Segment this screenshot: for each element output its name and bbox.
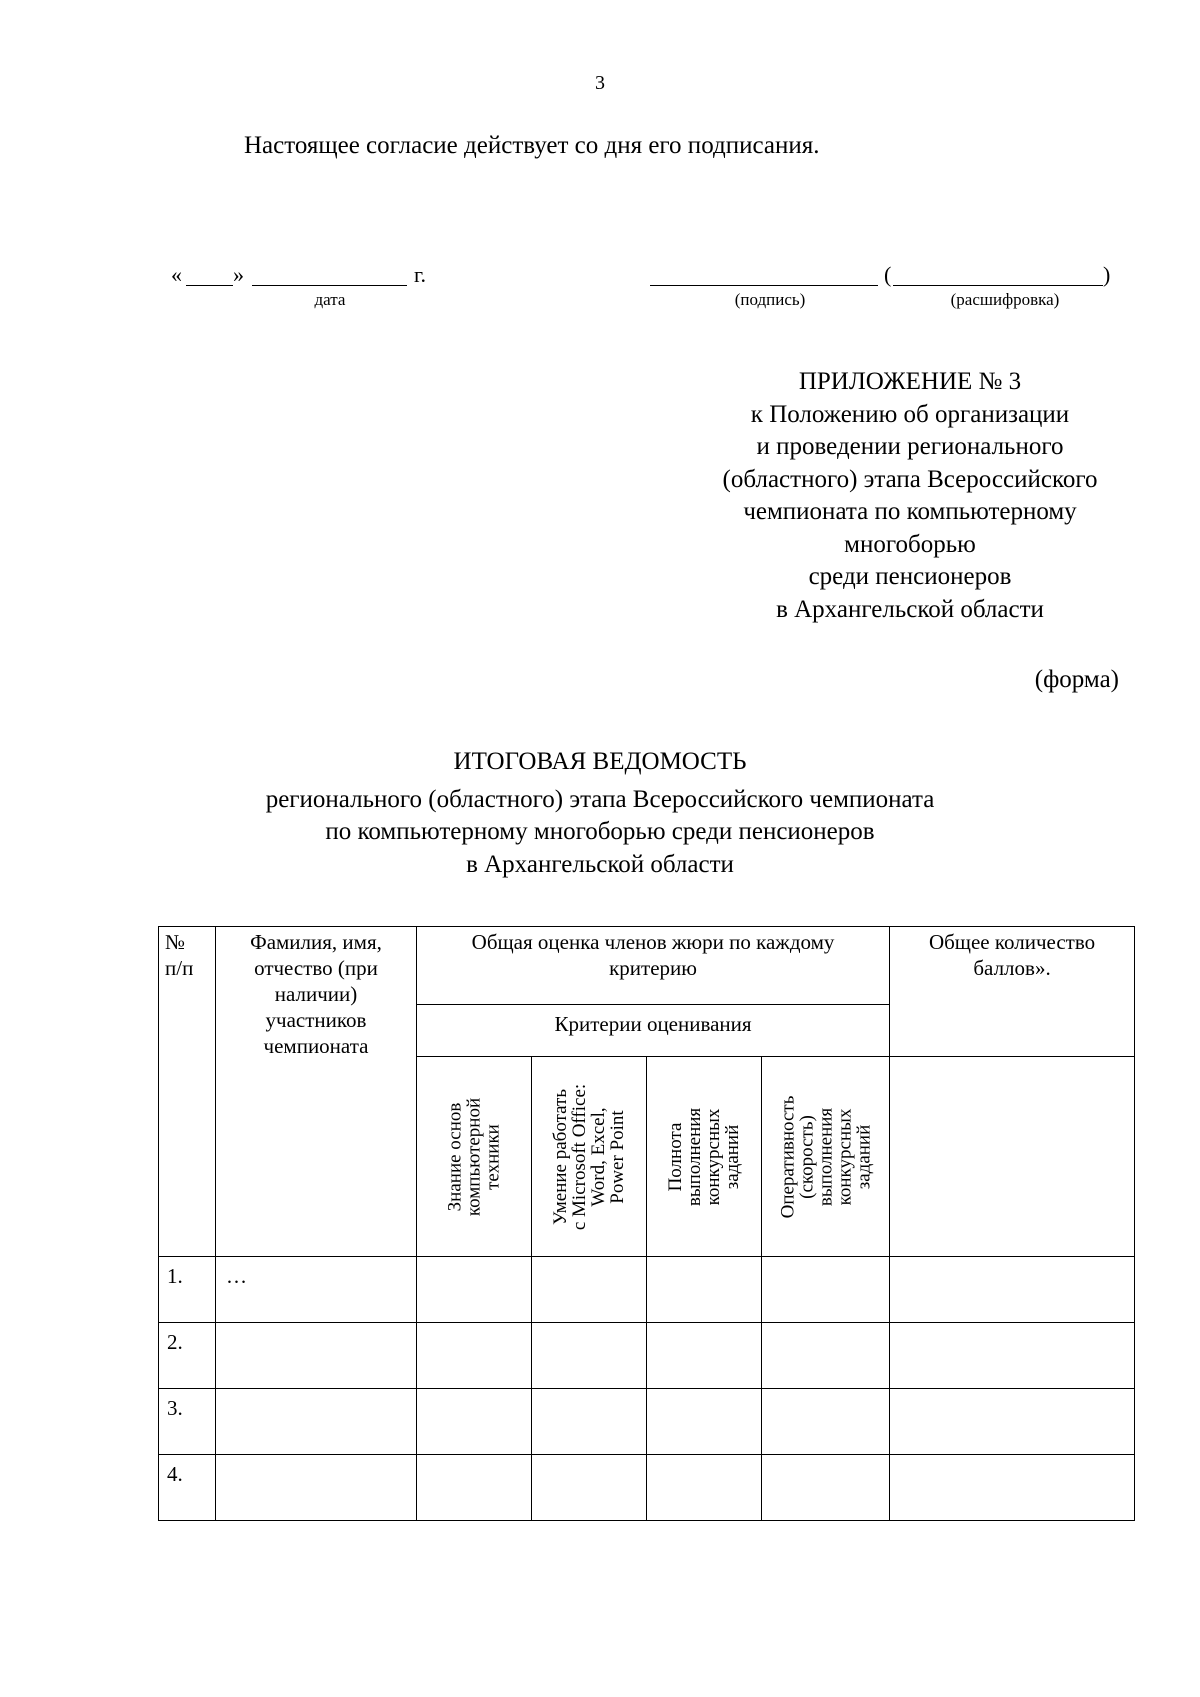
criterion-line: с Microsoft Office: bbox=[569, 1083, 590, 1230]
paren-open: ( bbox=[884, 262, 892, 287]
date-caption: дата bbox=[314, 290, 346, 309]
row-num: 1. bbox=[159, 1257, 216, 1323]
header-total-line: баллов». bbox=[973, 956, 1051, 980]
signature-caption: (подпись) bbox=[734, 290, 806, 309]
subtitle-line: в Архангельской области bbox=[466, 850, 734, 878]
appendix-line: чемпионата по компьютерному bbox=[743, 498, 1077, 525]
quote-open: « bbox=[171, 262, 182, 287]
appendix-line: в Архангельской области bbox=[776, 595, 1044, 623]
total-cell[interactable] bbox=[890, 1455, 1135, 1521]
criterion-line: Знание основ bbox=[444, 1102, 466, 1211]
quote-close: » bbox=[233, 262, 244, 287]
header-total-line: Общее количество bbox=[928, 930, 1096, 954]
appendix-line: среди пенсионеров bbox=[808, 563, 1012, 590]
header-total bbox=[890, 927, 1135, 1057]
table-row bbox=[159, 1257, 1135, 1323]
criterion-line: заданий bbox=[722, 1124, 743, 1189]
header-num-line: № bbox=[165, 930, 186, 954]
appendix-line: (областного) этапа Всероссийского bbox=[722, 465, 1098, 493]
score-cell[interactable] bbox=[647, 1323, 762, 1389]
score-cell[interactable] bbox=[532, 1455, 647, 1521]
criterion-line: заданий bbox=[853, 1124, 875, 1189]
criterion-4 bbox=[762, 1057, 890, 1257]
criterion-3 bbox=[647, 1057, 762, 1257]
row-name[interactable] bbox=[216, 1323, 417, 1389]
header-name-line: отчество (при bbox=[254, 956, 378, 980]
subtitle-line: по компьютерному многоборью среди пенсионеров bbox=[325, 818, 875, 845]
year-suffix: г. bbox=[414, 262, 427, 287]
appendix-line: и проведении регионального bbox=[756, 433, 1064, 460]
criterion-2 bbox=[532, 1057, 647, 1257]
day-line bbox=[186, 285, 233, 286]
criterion-line: Полнота bbox=[665, 1122, 686, 1191]
score-cell[interactable] bbox=[647, 1389, 762, 1455]
score-cell[interactable] bbox=[532, 1323, 647, 1389]
appendix-line: многоборью bbox=[844, 530, 976, 558]
criterion-line: Оперативность bbox=[777, 1095, 799, 1218]
score-cell[interactable] bbox=[417, 1455, 532, 1521]
appendix-block bbox=[690, 366, 1130, 626]
page-number: 3 bbox=[595, 72, 605, 94]
row-num: 4. bbox=[159, 1455, 216, 1521]
subtitle-line: регионального (областного) этапа Всероссийского чемпионата bbox=[265, 785, 935, 813]
appendix-line: к Положению об организации bbox=[750, 400, 1070, 428]
total-blank bbox=[890, 1057, 1135, 1257]
signature-line bbox=[650, 285, 878, 286]
score-cell[interactable] bbox=[532, 1389, 647, 1455]
header-name bbox=[216, 927, 417, 1257]
row-name[interactable] bbox=[216, 1389, 417, 1455]
month-line bbox=[252, 285, 407, 286]
paren-close: ) bbox=[1103, 262, 1111, 287]
table-row bbox=[159, 1389, 1135, 1455]
row-name[interactable]: … bbox=[216, 1257, 417, 1323]
header-jury-line: критерию bbox=[609, 956, 697, 980]
score-cell[interactable] bbox=[647, 1455, 762, 1521]
header-num-line: п/п bbox=[165, 956, 194, 980]
row-num: 2. bbox=[159, 1323, 216, 1389]
criterion-line: конкурсных bbox=[703, 1108, 724, 1205]
criterion-line: выполнения bbox=[815, 1107, 837, 1206]
score-cell[interactable] bbox=[762, 1389, 890, 1455]
criterion-line: (скорость) bbox=[796, 1114, 818, 1199]
header-criteria: Критерии оценивания bbox=[417, 1005, 890, 1057]
criterion-line: Word, Excel, bbox=[588, 1106, 609, 1207]
header-jury-line: Общая оценка членов жюри по каждому bbox=[471, 930, 835, 954]
results-table bbox=[158, 926, 1135, 1521]
header-jury bbox=[417, 927, 890, 1005]
total-cell[interactable] bbox=[890, 1323, 1135, 1389]
criterion-line: техники bbox=[482, 1123, 504, 1190]
criterion-line: Power Point bbox=[607, 1109, 628, 1204]
score-cell[interactable] bbox=[647, 1257, 762, 1323]
header-name-line: Фамилия, имя, bbox=[250, 930, 382, 954]
score-cell[interactable] bbox=[417, 1257, 532, 1323]
score-cell[interactable] bbox=[762, 1323, 890, 1389]
score-cell[interactable] bbox=[532, 1257, 647, 1323]
row-num: 3. bbox=[159, 1389, 216, 1455]
form-label: (форма) bbox=[1034, 666, 1119, 693]
criterion-line: конкурсных bbox=[834, 1108, 856, 1205]
criterion-line: компьютерной bbox=[463, 1097, 485, 1216]
table-row bbox=[159, 1323, 1135, 1389]
criterion-line: Умение работать bbox=[550, 1088, 571, 1225]
score-cell[interactable] bbox=[762, 1257, 890, 1323]
score-cell[interactable] bbox=[417, 1323, 532, 1389]
total-cell[interactable] bbox=[890, 1389, 1135, 1455]
criterion-1 bbox=[417, 1057, 532, 1257]
decoding-caption: (расшифровка) bbox=[950, 290, 1060, 309]
score-cell[interactable] bbox=[762, 1455, 890, 1521]
header-num bbox=[159, 927, 216, 1257]
header-name-line: наличии) bbox=[274, 982, 358, 1006]
criterion-line: выполнения bbox=[684, 1107, 705, 1206]
row-name[interactable] bbox=[216, 1455, 417, 1521]
consent-text: Настоящее согласие действует со дня его подписания. bbox=[244, 132, 820, 159]
header-name-line: участников bbox=[265, 1008, 367, 1032]
title-block bbox=[0, 746, 1200, 881]
header-name-line: чемпионата bbox=[263, 1034, 369, 1058]
table-row bbox=[159, 1455, 1135, 1521]
score-cell[interactable] bbox=[417, 1389, 532, 1455]
document-title: ИТОГОВАЯ ВЕДОМОСТЬ bbox=[453, 748, 747, 775]
total-cell[interactable] bbox=[890, 1257, 1135, 1323]
decoding-line bbox=[893, 285, 1103, 286]
appendix-line: ПРИЛОЖЕНИЕ № 3 bbox=[798, 368, 1022, 395]
